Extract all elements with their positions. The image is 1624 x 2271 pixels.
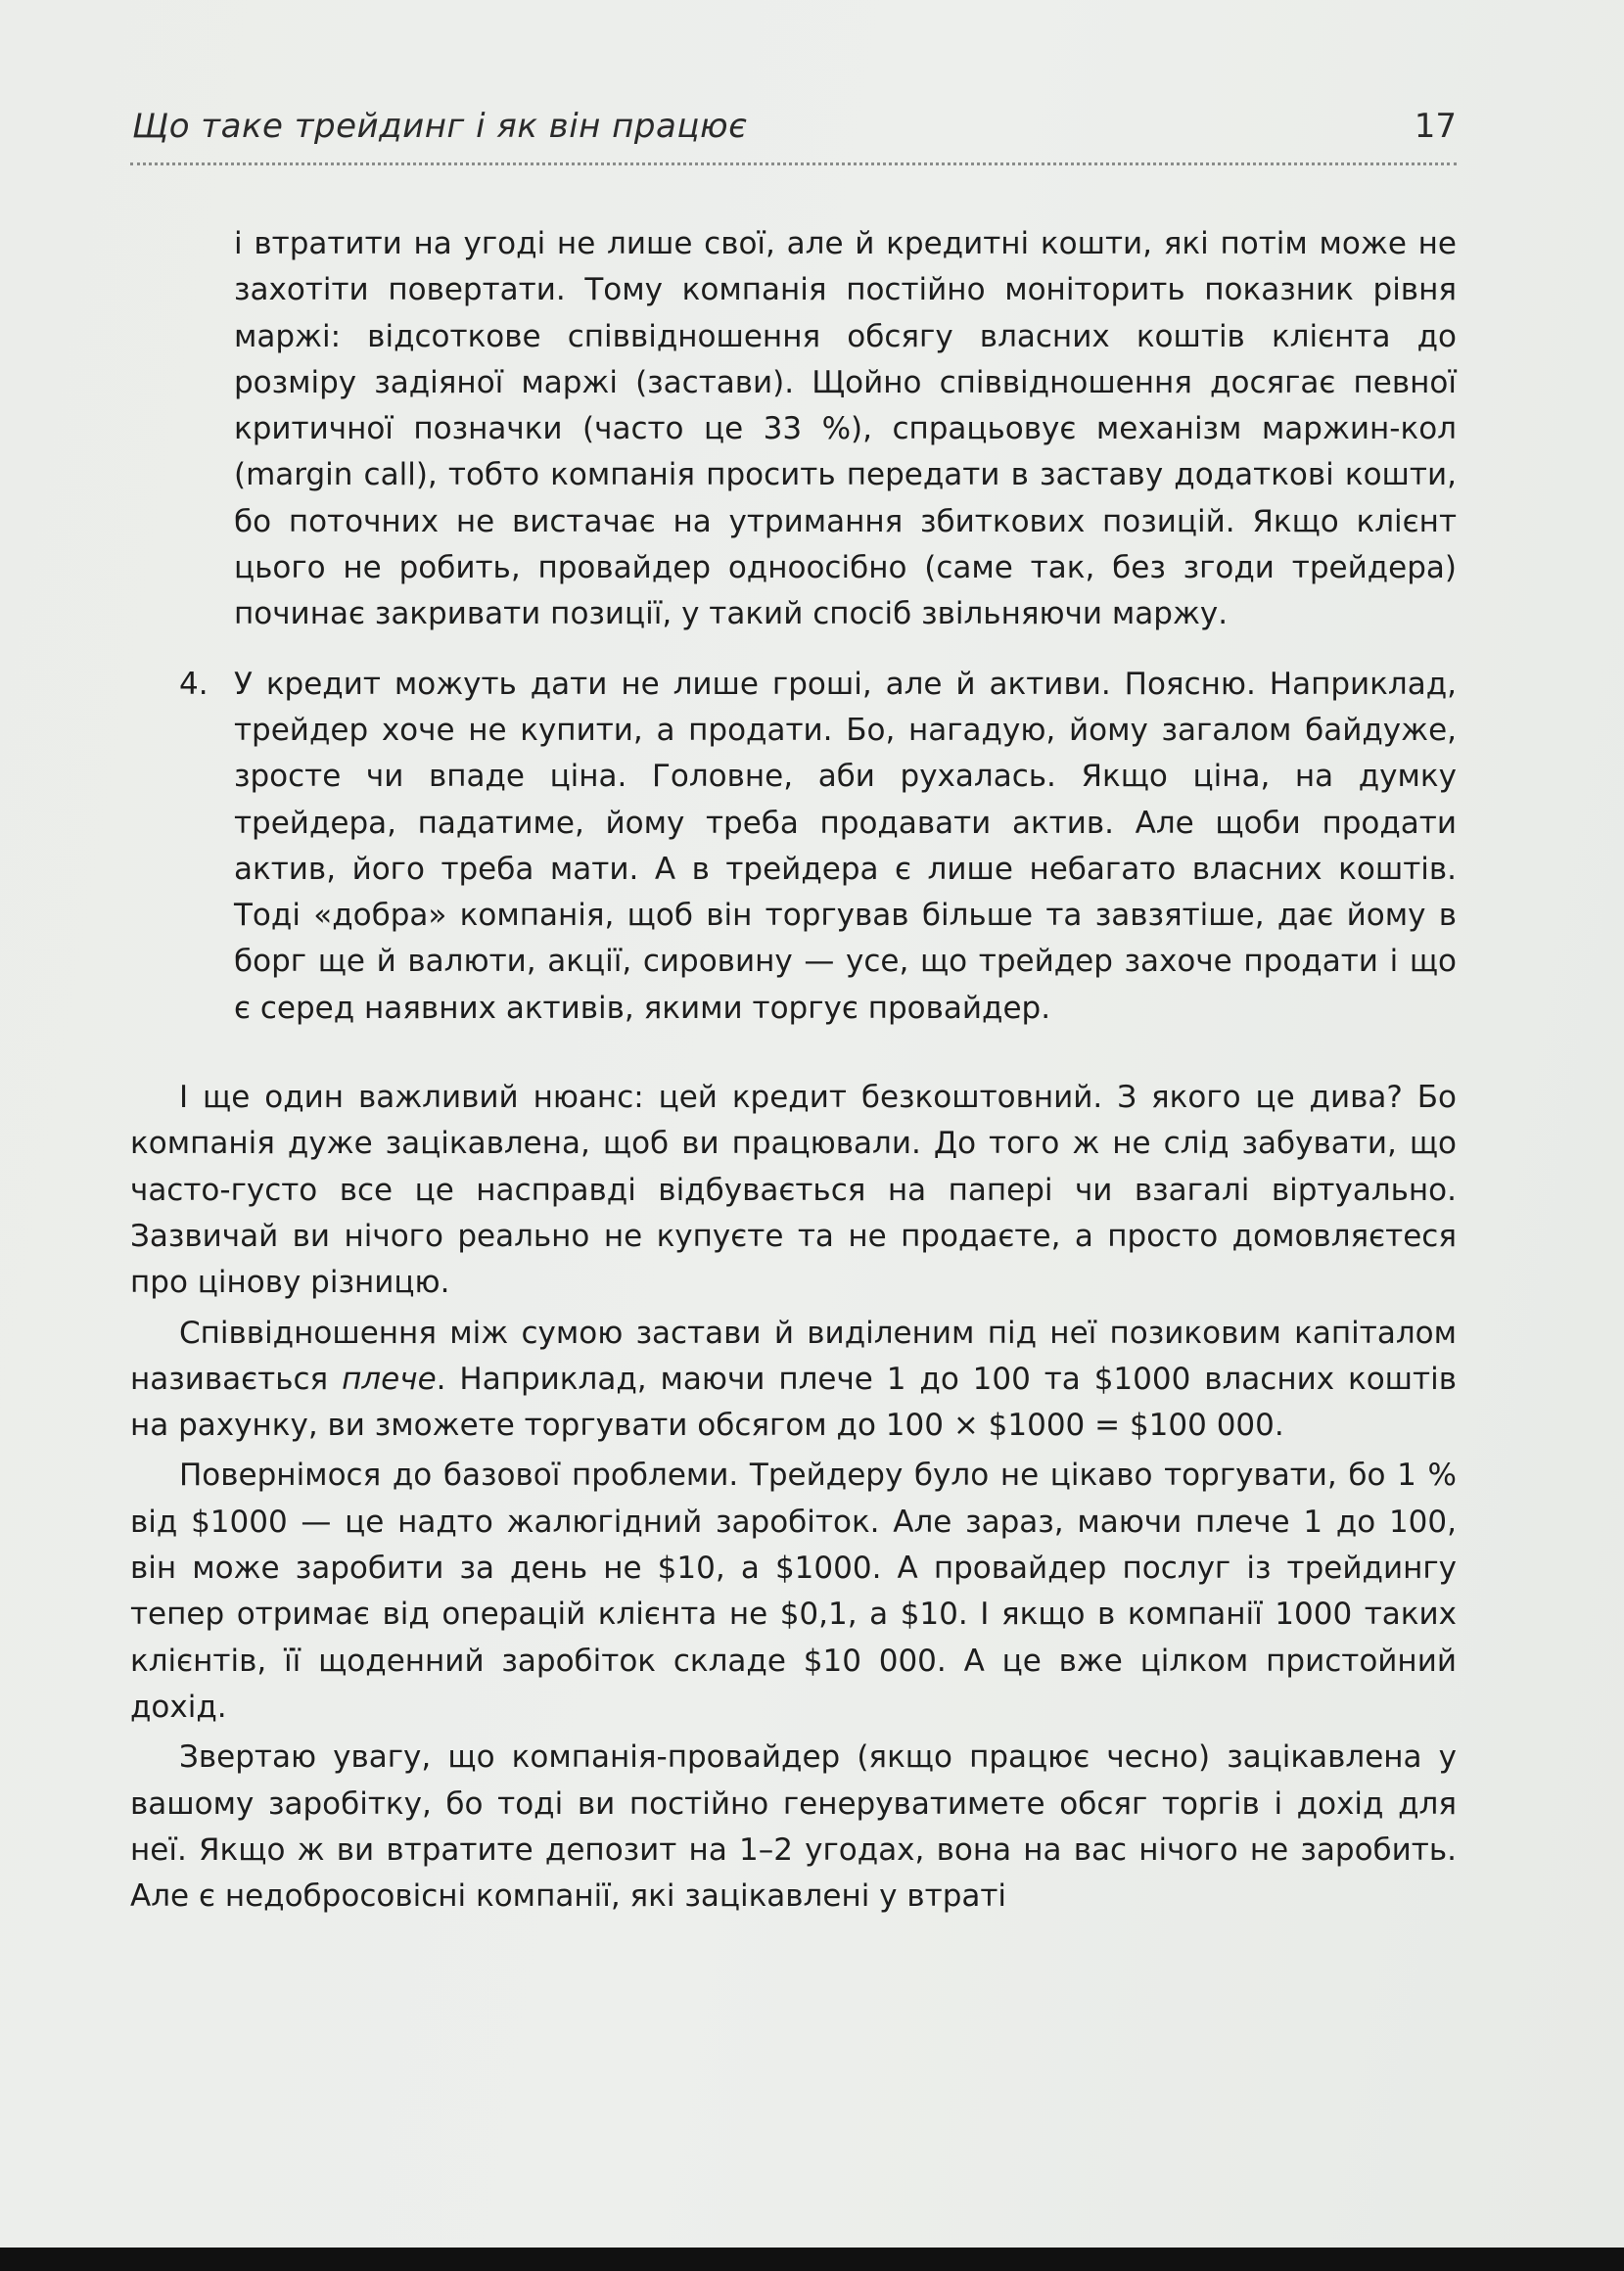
term-leverage: плече: [342, 1361, 437, 1397]
paragraph-4: Звертаю увагу, що компанія-провайдер (якщо працює чесно) зацікавлена у вашому заробітку, бо тоді ви постійно генеруватимете обсяг торгів і дохід для неї. Якщо ж ви втратите депозит на 1–2 угодах, вона на вас нічого не заробить. Але є недобросовісні компанії, які зацікавлені у втраті: [130, 1739, 1457, 1915]
chapter-title: Що таке трейдинг і як він працює: [132, 107, 748, 146]
list-item-number: 4.: [179, 666, 209, 702]
page-number: 17: [1414, 107, 1457, 146]
paragraph-2: [130, 1311, 1457, 1450]
paragraph-3: Повернімося до базової проблеми. Трейдеру було не цікаво торгувати, бо 1 % від $1000 — це надто жалюгідний заробіток. Але зараз, маючи плече 1 до 100, він може заробити за день не $10, а $1000. А провайдер послуг із трейдингу тепер отримає від операцій клієнта не $0,1, а $10. І якщо в компанії 1000 таких клієнтів, її щоденний заробіток складе $10 000. А це вже цілком пристойний дохід.: [130, 1458, 1457, 1725]
paragraph-2-text-end: . Наприклад, маючи плече 1 до 100 та $1000 власних коштів на рахунку, ви зможете торгувати обсягом до 100 × $1000 = $100 000.: [130, 1361, 1457, 1444]
header-divider: [130, 162, 1457, 165]
paragraph-2-text-start: Співвідношення між сумою застави й виділеним під неї позиковим капіталом називається: [130, 1315, 1457, 1397]
list-item-4: [130, 662, 1457, 1032]
list-item-continuation: [130, 221, 1457, 638]
running-header: [130, 103, 1457, 152]
page-body: [130, 221, 1457, 1920]
list-item-4-text: У кредит можуть дати не лише гроші, але й активи. Поясню. Наприклад, трейдер хоче не купити, а продати. Бо, нагадую, йому загалом байдуже, зросте чи впаде ціна. Головне, аби рухалась. Якщо ціна, на думку трейдера, падатиме, йому треба продавати актив. Але щоби продати актив, його треба мати. А в трейдера є лише небагато власних коштів. Тоді «добра» компанія, щоб він торгував більше та завзятіше, дає йому в борг ще й валюти, акції, сировину — усе, що трейдер захоче продати і що є серед наявних активів, якими торгує провайдер.: [234, 666, 1457, 1026]
page-bottom-edge: [0, 2248, 1624, 2271]
paragraph-1: І ще один важливий нюанс: цей кредит безкоштовний. З якого це дива? Бо компанія дуже зацікавлена, щоб ви працювали. До того ж не слід забувати, що часто-густо все це насправді відбувається на папері чи взагалі віртуально. Зазвичай ви нічого реально не купуєте та не продаєте, а просто домовляєтеся про цінову різницю.: [130, 1080, 1457, 1301]
list-item-3-continuation-text: і втратити на угоді не лише свої, але й кредитні кошти, які потім може не захотіти повертати. Тому компанія постійно моніторить показник рівня маржі: відсоткове співвідношення обсягу власних коштів клієнта до розміру задіяної маржі (застави). Щойно співвідношення досягає певної критичної позначки (часто це 33 %), спрацьовує механізм маржин-кол (margin call), тобто компанія просить передати в заставу додаткові кошти, бо поточних не вистачає на утримання збиткових позицій. Якщо клієнт цього не робить, провайдер одноосібно (саме так, без згоди трейдера) починає закривати позиції, у такий спосіб звільняючи маржу.: [234, 226, 1457, 632]
